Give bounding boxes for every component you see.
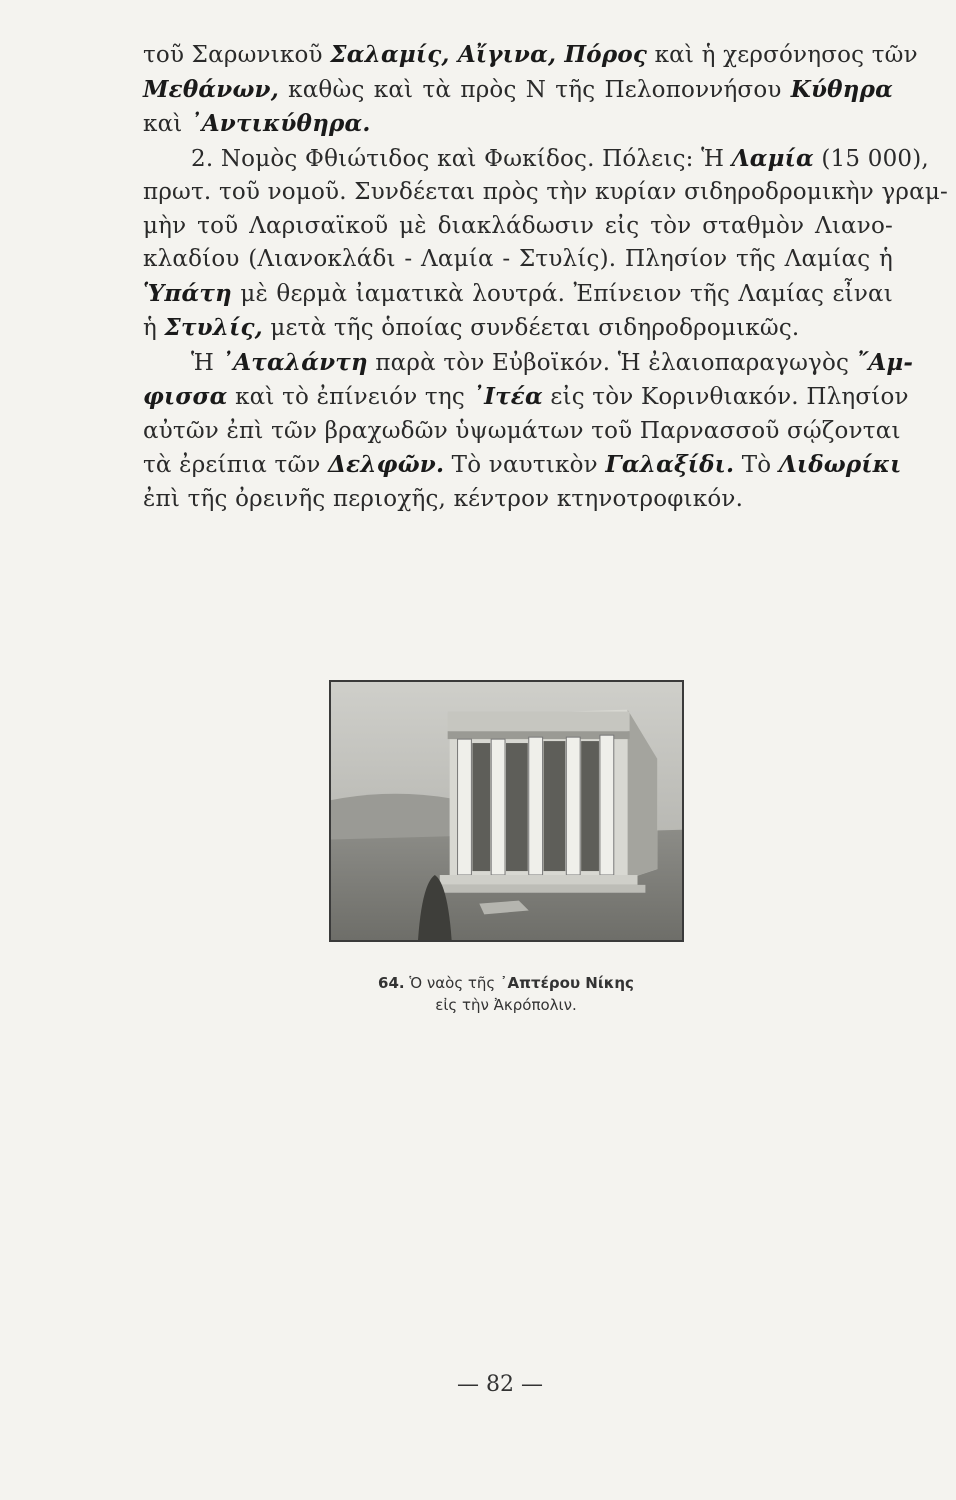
text-line-4: 2. Νομὸς Φθιώτιδος καὶ Φωκίδος. Πόλεις: Ἡ Λαμία (15 000), bbox=[191, 144, 929, 172]
text-line-8: Ὑπάτη μὲ θερμὰ ἰαματικὰ λουτρά. Ἐπίνειον τῆς Λαμίας εἶναι bbox=[143, 279, 893, 307]
temple-illustration bbox=[331, 682, 682, 940]
body-text bbox=[143, 38, 948, 516]
page-number: — 82 — bbox=[457, 1372, 543, 1397]
text-line-5: πρωτ. τοῦ νομοῦ. Συνδέεται πρὸς τὴν κυρίαν σιδηροδρομικὴν γραμ- bbox=[143, 179, 948, 205]
text-line-1: τοῦ Σαρωνικοῦ Σαλαμίς, Αἴγινα, Πόρος καὶ ἡ χερσόνησος τῶν bbox=[143, 41, 918, 68]
text-line-2: Μεθάνων, καθὼς καὶ τὰ πρὸς Ν τῆς Πελοποννήσου Κύθηρα bbox=[143, 75, 893, 103]
text-line-9: ἡ Στυλίς, μετὰ τῆς ὁποίας συνδέεται σιδηροδρομικῶς. bbox=[143, 314, 800, 341]
text-line-7: κλαδίου (Λιανοκλάδι - Λαμία - Στυλίς). Πλησίον τῆς Λαμίας ἡ bbox=[143, 246, 893, 272]
text-line-10: Ἡ ᾿Αταλάντη παρὰ τὸν Εὐβοϊκόν. Ἡ ἐλαιοπαραγωγὸς ῎Αμ- bbox=[191, 348, 914, 376]
text-line-14: ἐπὶ τῆς ὀρεινῆς περιοχῆς, κέντρον κτηνοτροφικόν. bbox=[143, 485, 744, 512]
caption-line-1: 64. Ὁ ναὸς τῆς ᾿Απτέρου Νίκης bbox=[378, 974, 634, 992]
text-line-6: μὴν τοῦ Λαρισαϊκοῦ μὲ διακλάδωσιν εἰς τὸν σταθμὸν Λιανο- bbox=[143, 212, 893, 239]
text-line-12: αὐτῶν ἐπὶ τῶν βραχωδῶν ὑψωμάτων τοῦ Παρνασσοῦ σῴζονται bbox=[143, 417, 901, 444]
text-line-11: φισσα καὶ τὸ ἐπίνειόν της ᾿Ιτέα εἰς τὸν Κορινθιακόν. Πλησίον bbox=[143, 383, 909, 410]
temple-photo bbox=[329, 680, 684, 942]
caption-line-2: εἰς τὴν Ἀκρόπολιν. bbox=[435, 996, 577, 1014]
text-line-3: καὶ ᾿Αντικύθηρα. bbox=[143, 110, 371, 137]
figure-caption bbox=[330, 972, 682, 1016]
text-line-13: τὰ ἐρείπια τῶν Δελφῶν. Τὸ ναυτικὸν Γαλαξίδι. Τὸ Λιδωρίκι bbox=[143, 451, 902, 478]
